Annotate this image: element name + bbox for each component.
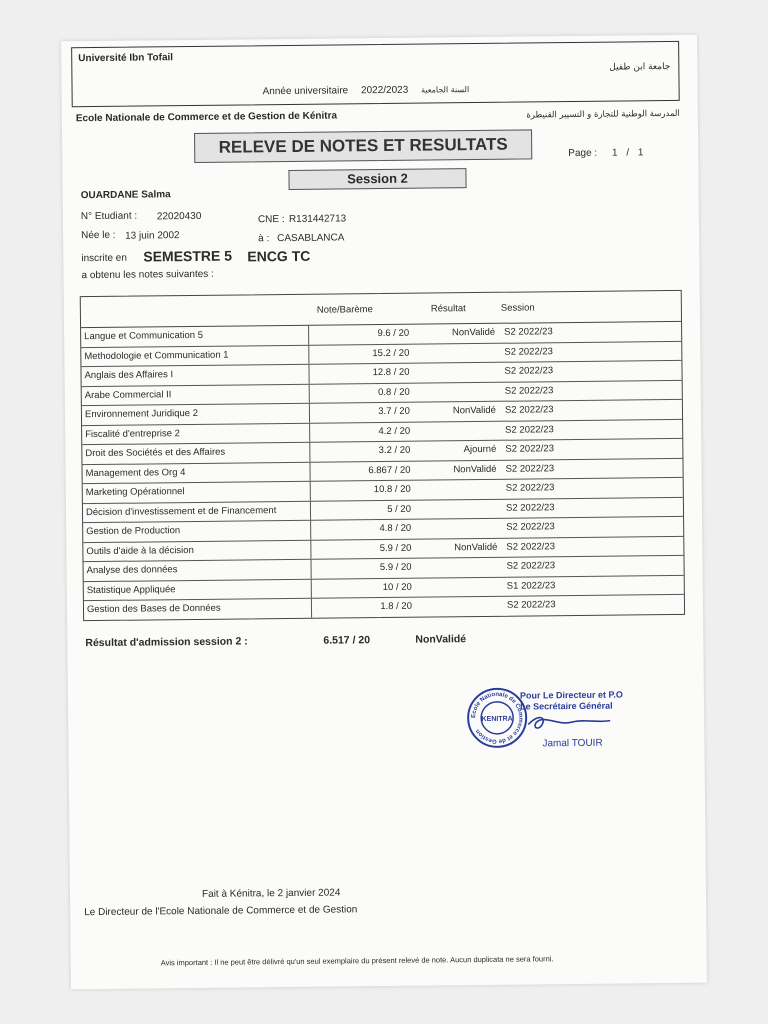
subject-cell: Analyse des données [87,560,312,581]
stamp-ring-text: Ecole Nationale de Commerce et de Gestion [471,691,524,744]
session-cell: S2 2022/23 [505,462,555,475]
subject-cell: Fiscalité d'entreprise 2 [85,423,310,444]
note-cell: 15.2 / 20 [372,347,410,359]
result-cell [414,600,498,601]
result-cell: NonValidé [452,404,496,417]
program: ENCG TC [247,247,311,265]
session-cell: S2 2022/23 [506,599,556,611]
admission-result: NonValidé [415,633,467,646]
page-current: 1 [611,147,618,159]
signatory-title-line1: Pour Le Directeur et P.O [519,689,623,701]
school-name: Ecole Nationale de Commerce et de Gestion de Kénitra [75,110,338,125]
header-result: Résultat [430,303,466,315]
stamp-center-text: KENITRA [481,715,513,723]
university-header-box [71,41,680,107]
session-title: Session 2 [288,168,466,190]
note-cell: 12.8 / 20 [372,366,410,379]
subject-cell: Langue et Communication 5 [84,326,309,347]
note-cell: 5.9 / 20 [379,561,412,574]
subject-cell: Environnement Juridique 2 [85,404,310,425]
result-cell: NonValidé [451,326,496,339]
result-cell [414,561,498,562]
header-note: Note/Barème [316,304,373,316]
notes-intro: a obtenu les notes suivantes : [81,268,214,282]
note-cell: 4.8 / 20 [379,522,412,535]
result-cell [411,346,495,347]
academic-year-arabic: السنة الجامعية [420,85,470,95]
subject-cell: Anglais des Affaires I [84,365,309,386]
enrolled-label: inscrite en [81,252,127,265]
cne-value: R131442713 [288,213,347,225]
session-cell: S2 2022/23 [505,423,554,436]
result-cell [413,522,497,523]
document-title: RELEVE DE NOTES ET RESULTATS [194,129,532,163]
result-cell [413,483,497,484]
session-cell: S1 2022/23 [506,579,556,592]
admission-note: 6.517 / 20 [323,634,371,647]
note-cell: 3.2 / 20 [378,444,411,457]
director-line: Le Directeur de l'Ecole Nationale de Commerce et de Gestion [84,904,358,919]
birth-label: Née le : [81,229,116,242]
note-cell: 9.6 / 20 [377,327,410,340]
page-label: Page : [568,147,598,160]
note-cell: 0.8 / 20 [377,386,410,398]
admission-label: Résultat d'admission session 2 : [85,635,248,650]
subject-cell: Outils d'aide à la décision [86,540,311,561]
note-cell: 6.867 / 20 [368,464,411,476]
result-cell [414,580,498,581]
subject-cell: Marketing Opérationnel [86,482,311,503]
session-cell: S2 2022/23 [504,384,554,397]
session-cell: S2 2022/23 [505,501,555,514]
academic-year [263,84,480,97]
cne-label: CNE : [257,214,285,226]
note-cell: 5.9 / 20 [379,542,412,554]
session-cell: S2 2022/23 [504,404,554,416]
session-cell: S2 2022/23 [506,540,556,553]
session-cell: S2 2022/23 [506,521,555,533]
student-id: 22020430 [156,210,202,223]
session-cell: S2 2022/23 [505,482,555,494]
handwritten-signature [524,712,614,735]
session-cell: S2 2022/23 [504,326,553,338]
note-cell: 5 / 20 [387,503,412,515]
session-cell: S2 2022/23 [505,443,555,455]
page-sep: / [626,147,630,159]
important-notice: Avis important : Il ne peut être délivré qu'un seul exemplaire du présent relevé de note. Aucun duplicata ne sera fourni. [160,954,554,968]
result-cell [411,366,495,367]
academic-year-value: 2022/2023 [360,84,409,97]
school-name-arabic: المدرسة الوطنية للتجارة و التسيير القنيطرة [526,108,680,121]
subject-cell: Décision d'investissement et de Financement [86,501,311,522]
note-cell: 3.7 / 20 [378,405,411,418]
university-name-arabic: جامعة ابن طفيل [609,61,671,73]
university-name: Université Ibn Tofail [78,52,174,65]
grades-table [80,290,685,621]
signatory-title-line2: Le Secrétaire Général [519,700,613,712]
note-cell: 10.8 / 20 [373,483,411,496]
result-cell [413,502,497,503]
signatory-name: Jamal TOUIR [542,737,603,750]
note-cell: 4.2 / 20 [378,425,411,437]
signatory-title [520,689,650,712]
page-total: 1 [637,147,644,159]
birth-place: CASABLANCA [277,232,345,245]
header-session: Session [500,302,535,314]
result-cell: Ajourné [463,443,497,456]
subject-cell: Gestion de Production [86,521,311,542]
subject-cell: Droit des Sociétés et des Affaires [85,443,310,464]
semester: SEMESTRE 5 [143,247,233,265]
place-date: Fait à Kénitra, le 2 janvier 2024 [201,887,341,900]
result-cell: NonValidé [453,463,497,475]
student-name: OUARDANE Salma [80,189,171,202]
session-cell: S2 2022/23 [504,345,553,358]
transcript-page [61,35,707,990]
result-cell [412,385,496,386]
academic-year-label: Année universitaire [262,85,349,98]
result-cell: NonValidé [454,541,498,553]
note-cell: 10 / 20 [382,581,412,593]
birth-place-label: à : [258,233,270,245]
subject-cell: Gestion des Bases de Données [87,599,312,620]
result-cell [412,424,496,425]
page-number [568,147,643,159]
session-cell: S2 2022/23 [506,560,556,572]
student-id-label: N° Etudiant : [80,210,138,223]
birth-date: 13 juin 2002 [125,230,180,242]
note-cell: 1.8 / 20 [380,600,413,613]
table-body [81,322,684,620]
session-cell: S2 2022/23 [504,365,554,377]
subject-cell: Methodologie et Communication 1 [84,345,309,366]
subject-cell: Statistique Appliquée [87,579,312,600]
subject-cell: Arabe Commercial II [85,384,310,405]
subject-cell: Management des Org 4 [85,462,310,483]
